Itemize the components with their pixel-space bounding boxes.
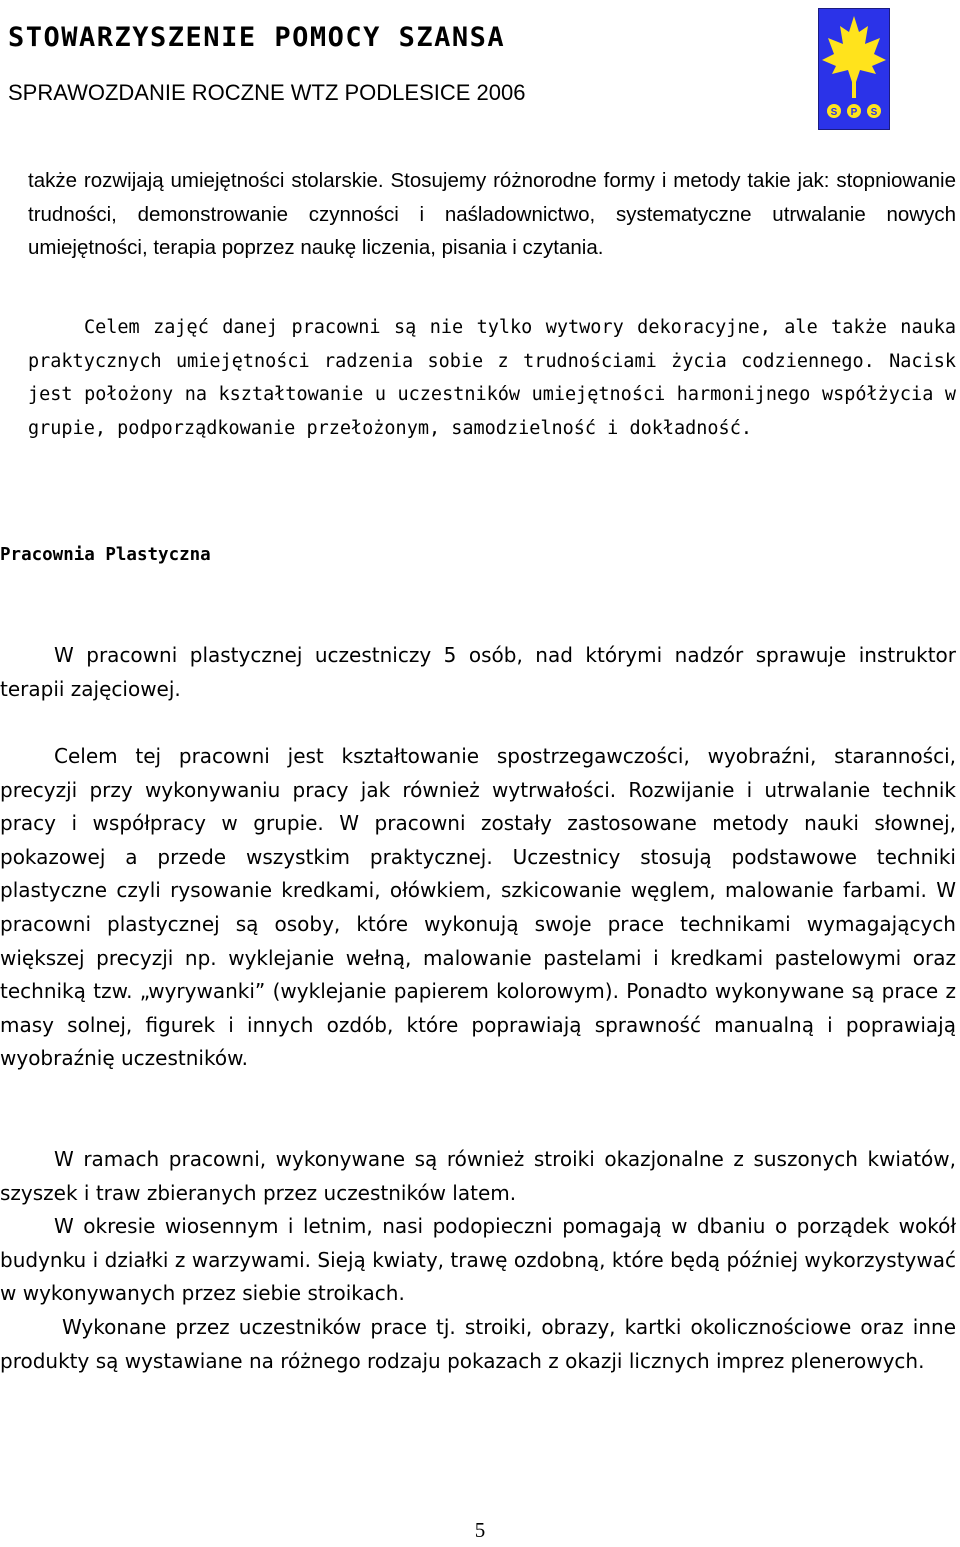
paragraph-participants: W pracowni plastycznej uczestniczy 5 osób, nad którymi nadzór sprawuje instruktor terapii zajęciowej. [0, 643, 956, 701]
paragraph-gardening: W okresie wiosennym i letnim, nasi podopieczni pomagają w dbaniu o porządek wokół budynku i działki z warzywami. Sieją kwiaty, trawę ozdobną, które będą później wykorzystywać w wykonywanych przez siebie stroikach. [0, 1214, 956, 1306]
paragraph-goals-intro [28, 311, 956, 445]
paragraph-goals-text: Celem zajęć danej pracowni są nie tylko wytwory dekoracyjne, ale także nauka praktycznych umiejętności radzenia sobie z trudnościami życia codziennego. Nacisk jest położony na kształtowanie u uczestników umiejętności harmonijnego współżycia w grupie, podporządkowanie przełożonym, samodzielność i dokładność. [28, 317, 956, 439]
organization-title: STOWARZYSZENIE POMOCY SZANSA [8, 22, 506, 53]
page-number: 5 [474, 1518, 486, 1542]
paragraph-exhibitions: Wykonane przez uczestników prace tj. stroiki, obrazy, kartki okolicznościowe oraz inne produkty są wystawiane na różnego rodzaju pokazach z okazji licznych imprez plenerowych. [0, 1315, 956, 1373]
svg-text:P: P [850, 107, 858, 118]
svg-text:S: S [870, 107, 878, 118]
paragraph-art-workshop: Celem tej pracowni jest kształtowanie spostrzegawczości, wyobraźni, staranności, precyzji przy wykonywaniu pracy jak również wytrwałości. Rozwijanie i utrwalanie technik pracy i współpracy w grupie. W pracowni zostały zastosowane metody nauki słownej, pokazowej a przede wszystkim praktycznej. Uczestnicy stosują podstawowe techniki plastyczne czyli rysowanie kredkami, ołówkiem, szkicowanie węglem, malowanie farbami. W pracowni plastycznej są osoby, które wykonują swoje prace technikami wymagających większej precyzji np. wyklejanie wełną, malowanie pastelami i kredkami pastelowymi oraz techniką tzw. „wyrywanki” (wyklejanie papierem kolorowym). Ponadto wykonywane są prace z masy solnej, figurek i innych ozdób, które poprawiają sprawność manualną i poprawiają wyobraźnię uczestników. [0, 744, 956, 1071]
svg-text:S: S [830, 107, 838, 118]
report-subtitle: SPRAWOZDANIE ROCZNE WTZ PODLESICE 2006 [8, 80, 526, 105]
sps-logo-icon [818, 8, 890, 130]
paragraph-wreaths: W ramach pracowni, wykonywane są również stroiki okazjonalne z suszonych kwiatów, szyszek i traw zbieranych przez uczestników latem. [0, 1147, 956, 1205]
section-heading: Pracownia Plastyczna [0, 545, 211, 565]
paragraph-methods: także rozwijają umiejętności stolarskie. Stosujemy różnorodne formy i metody takie jak: stopniowanie trudności, demonstrowanie czynności i naśladownictwo, systematyczne utrwalanie nowych umiejętności, terapia poprzez naukę liczenia, pisania i czytania. [28, 169, 956, 260]
